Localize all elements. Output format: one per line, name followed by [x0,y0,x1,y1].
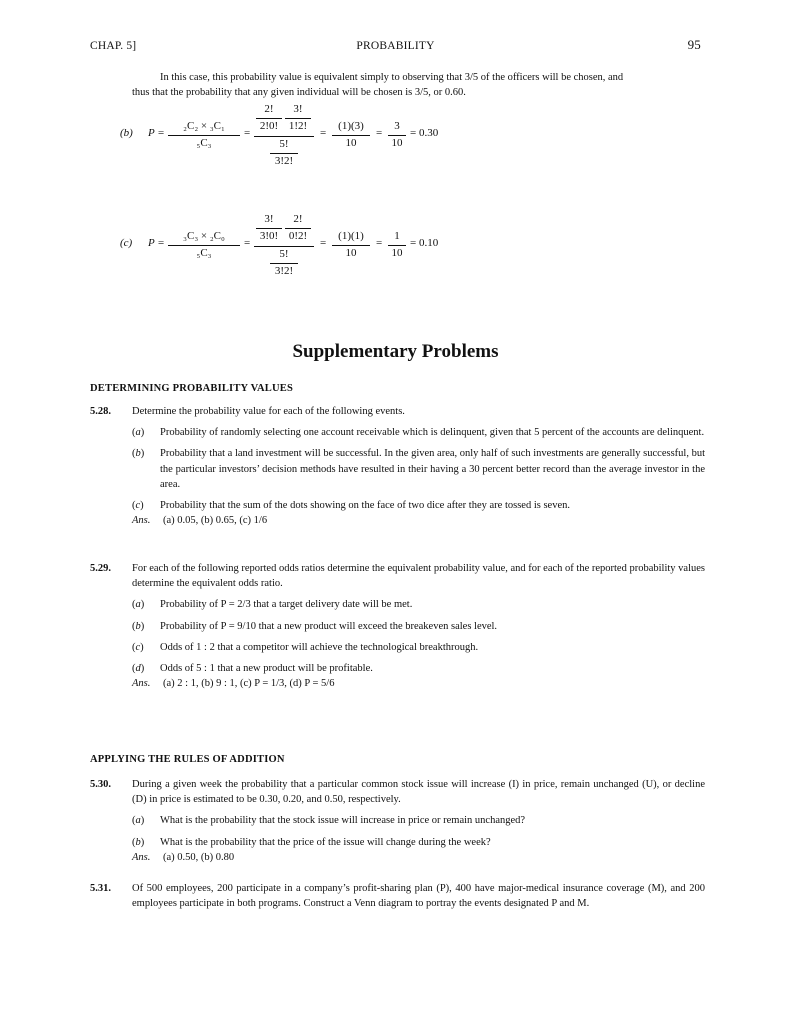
intro-line-2: thus that the probability that any given individual will be chosen is 3/5, or 0.60. [132,87,466,99]
section-title: Supplementary Problems [292,341,499,362]
equation-result: = 0.30 [410,127,439,139]
p-symbol: P = [148,237,165,249]
problem-5-31 [90,881,705,911]
running-head [90,38,701,54]
intro-line-1: In this case, this probability value is equivalent simply to observing that 3/5 of the officers will be chosen, and [160,72,624,83]
problem-text: During a given week the probability that a particular common stock issue will increase (I) in price, remain unchanged (U), or decline (D) in price is estimated to be 0.30, 0.20, and 0.50, respectively. [132,779,705,806]
answer-line: Ans. (a) 2 : 1, (b) 9 : 1, (c) P = 1/3, (d) P = 5/6 [132,678,335,690]
intro-paragraph [132,70,705,100]
equation-b: (b) P = $\frac{\text{₂C₂ × ₃C₁}}{\text{₅C₃}}$ = $\frac{2!}{2!0!}$ $\frac{3!}{1!2!}$ 5! 3!2! = $\frac{(1)(3)}{10}$ = $\frac{3}{10}$ = 0.30 [120,100,720,175]
chapter-label: CHAP. 5] [90,40,137,52]
equation-label: (b) [120,127,133,139]
problem-part: ( a ) What is the probability that the stock issue will increase in price or remain unchanged? [132,813,705,828]
subsection-heading: APPLYING THE RULES OF ADDITION [90,754,285,765]
problem-text: Of 500 employees, 200 participate in a company’s profit-sharing plan (P), 400 have major-medical insurance coverage (M), and 200 employees participate in both programs. Construct a Venn diagram to portray the events designated P and M. [132,883,705,910]
problem-text: Determine the probability value for each of the following events. [132,406,405,417]
factorial-fraction: $\frac{3!}{3!0!}$ $\frac{2!}{0!2!}$ 5! 3!2! [254,212,314,280]
equation-result: = 0.10 [410,237,439,249]
problem-part: ( b ) Probability of P = 9/10 that a new product will exceed the breakeven sales level. [132,619,705,634]
page-number: 95 [687,37,701,52]
problem-text: For each of the following reported odds ratios determine the equivalent probability value, and for each of the reported probability values determine the equivalent odds ratio. [132,563,705,590]
factorial-fraction: $\frac{2!}{2!0!}$ $\frac{3!}{1!2!}$ 5! 3!2! [254,102,314,170]
problem-5-29 [90,561,705,692]
problem-5-28 [90,404,705,529]
problem-part: ( b ) Probability that a land investment will be successful. In the given area, only half of such investments are generally successful, but the particular investors’ decision methods have resulted in their having a 30 percent better record than the average investor in the area. [132,446,705,492]
combination-fraction: $\frac{\text{₂C₂ × ₃C₁}}{\text{₅C₃}}$ [168,119,240,152]
answer-line: Ans. (a) 0.05, (b) 0.65, (c) 1/6 [132,515,268,527]
p-symbol: P = [148,127,165,139]
problem-part: ( b ) What is the probability that the price of the issue will change during the week? [132,835,705,850]
equation-c: (c) P = $\frac{\text{₃C₃ × ₂C₀}}{\text{₅C₃}}$ = $\frac{3!}{3!0!}$ $\frac{2!}{0!2!}$ 5! 3!2! = $\frac{(1)(1)}{10}$ = $\frac{1}{10}$ = 0.10 [120,210,720,285]
problem-part: ( a ) Probability of P = 2/3 that a target delivery date will be met. [132,597,705,612]
subsection-heading: DETERMINING PROBABILITY VALUES [90,383,294,394]
simplified-fraction: $\frac{1}{10}$ [388,229,406,262]
problem-part: ( d ) Odds of 5 : 1 that a new product will be profitable. [132,661,705,676]
running-title: PROBABILITY [356,40,435,52]
problem-part: ( c ) Probability that the sum of the dots showing on the face of two dice after they are tossed is seven. [132,498,705,513]
simplified-fraction: $\frac{3}{10}$ [388,119,406,152]
combination-fraction: $\frac{\text{₃C₃ × ₂C₀}}{\text{₅C₃}}$ [168,229,240,262]
product-fraction: $\frac{(1)(1)}{10}$ [332,229,370,262]
problem-number: 5.28. [90,406,111,417]
problem-5-30 [90,777,705,865]
problem-number: 5.30. [90,779,111,790]
equation-label: (c) [120,237,133,249]
problem-part: ( a ) Probability of randomly selecting one account receivable which is delinquent, given that 5 percent of the accounts are delinquent. [132,425,705,440]
problem-number: 5.29. [90,563,111,574]
problem-number: 5.31. [90,883,111,894]
answer-line: Ans. (a) 0.50, (b) 0.80 [132,851,235,863]
product-fraction: $\frac{(1)(3)}{10}$ [332,119,370,152]
problem-part: ( c ) Odds of 1 : 2 that a competitor will achieve the technological breakthrough. [132,640,705,655]
